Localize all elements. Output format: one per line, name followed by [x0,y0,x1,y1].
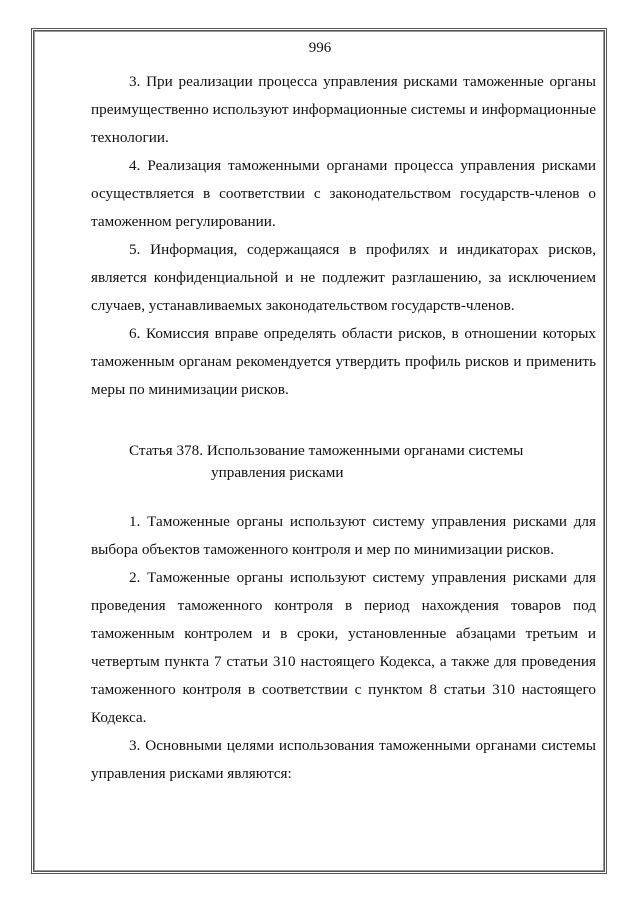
paragraph: 6. Комиссия вправе определять области рисков, в отношении которых таможенным органам рекомендуется утвердить профиль рисков и применить меры по минимизации рисков. [91,325,596,398]
document-body [91,68,596,788]
paragraph: 2. Таможенные органы используют систему управления рисками для проведения таможенного контроля в период нахождения товаров под таможенным контролем и в сроки, установленные абзацами третьим и четвертым пункта 7 статьи 310 настоящего Кодекса, а также для проведения таможенного контроля в соответствии с пунктом 8 статьи 310 настоящего Кодекса. [91,569,596,726]
paragraph: 1. Таможенные органы используют систему управления рисками для выбора объектов таможенного контроля и мер по минимизации рисков. [91,513,596,558]
paragraph: 3. Основными целями использования таможенными органами системы управления рисками являются: [91,737,596,782]
article-heading-line1: Статья 378. Использование таможенными органами системы [129,442,524,459]
page-number: 996 [308,40,332,56]
paragraph: 4. Реализация таможенными органами процесса управления рисками осуществляется в соответствии с законодательством государств-членов о таможенном регулировании. [91,157,596,230]
article-heading [91,440,596,484]
paragraph: 5. Информация, содержащаяся в профилях и индикаторах рисков, является конфиденциальной и не подлежит разглашению, за исключением случаев, устанавливаемых законодательством государств-членов. [91,241,596,314]
paragraph: 3. При реализации процесса управления рисками таможенные органы преимущественно используют информационные системы и информационные технологии. [91,73,596,146]
article-heading-line2: управления рисками [211,464,344,481]
